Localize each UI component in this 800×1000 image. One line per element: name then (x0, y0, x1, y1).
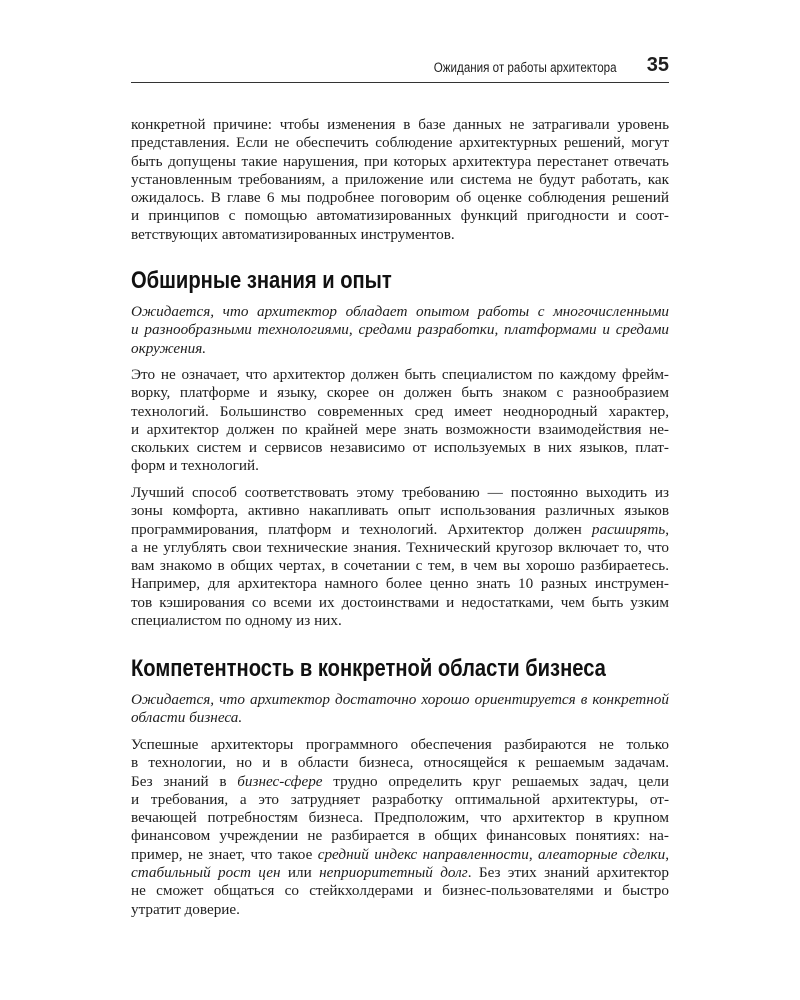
running-title: Ожидания от работы архитектора (434, 60, 617, 75)
emphasis: средний индекс направленности (317, 845, 529, 863)
text-line (131, 539, 669, 557)
text-run: финансовом учреждении не разбирается в общих финансовых понятиях: на- (131, 827, 669, 845)
paragraph (131, 116, 669, 244)
text-run: Ожидается, что архитектор обладает опытом работы с многочисленными (131, 303, 669, 320)
text-run: окружения. (131, 339, 207, 357)
text-run: и принципов с помощью автоматизированных функций пригодности и соот- (131, 207, 669, 225)
text-line (131, 153, 669, 171)
text-line (131, 340, 669, 358)
text-run: . Без этих знаний архитектор (467, 864, 669, 882)
text-run: , (665, 845, 669, 863)
text-line (131, 612, 669, 630)
text-run: , (665, 520, 669, 538)
text-line (131, 557, 669, 575)
text-line (131, 134, 669, 152)
emphasis: алеаторные сделки (538, 845, 666, 863)
text-run: и разнообразными технологиями, средами разработки, платформами и средами (131, 321, 669, 339)
text-run: или (280, 864, 320, 882)
section-heading (131, 654, 669, 684)
text-line (131, 484, 669, 502)
text-run: Лучший способ соответствовать этому требованию — постоянно выходить из (131, 484, 669, 501)
text-line (131, 502, 669, 520)
text-line (131, 421, 669, 439)
paragraph (131, 736, 669, 919)
emphasis: стабильный рост цен (131, 864, 281, 882)
text-line (131, 303, 669, 321)
section-heading (131, 266, 669, 296)
text-run: в технологии, но и в области бизнеса, относящейся к решаемым задачам. (131, 754, 669, 772)
text-run: ожидалось. В главе 6 мы подробнее поговорим об оценке соблюдения решений (131, 189, 669, 207)
paragraph (131, 484, 669, 630)
text-run: не сможет общаться со стейкхолдерами и бизнес-пользователями и быстро (131, 882, 669, 900)
text-run: ворку, платформе и языку, скорее он должен быть знаком с разнообразием (131, 384, 669, 402)
text-run: и требования, а это затрудняет разработку оптимальной архитектуры, от- (131, 790, 669, 808)
text-run: Успешные архитекторы программного обеспечения разбираются не только (131, 736, 669, 753)
text-run: представления. Если не обеспечить соблюдение архитектурных решений, могут (131, 134, 669, 152)
text-run: установленным требованиям, а приложение или система не будут работать, как (131, 170, 669, 188)
text-run: Ожидается, что архитектор достаточно хорошо ориентируется в конкретной (131, 691, 669, 708)
text-line (131, 226, 669, 244)
text-run: а не углублять свои технические знания. Технический кругозор включает то, что (131, 538, 669, 556)
text-line (131, 321, 669, 339)
text-line (131, 171, 669, 189)
text-line (131, 882, 669, 900)
emphasis: расширять (591, 520, 666, 538)
text-run: и архитектор должен по крайней мере знать возможности взаимодействия не- (131, 420, 669, 438)
text-run: Это не означает, что архитектор должен быть специалистом по каждому фрейм- (131, 366, 669, 383)
text-line (131, 809, 669, 827)
text-run: трудно определить круг решаемых задач, цели (322, 772, 669, 790)
text-run: форм и технологий. (131, 457, 259, 475)
text-run: тов кэширования со всеми их достоинствами и недостатками, чем быть узким (131, 593, 669, 611)
text-line (131, 754, 669, 772)
text-line (131, 457, 669, 475)
paragraph (131, 366, 669, 476)
section-heading-text: Компетентность в конкретной области бизнеса (131, 655, 606, 682)
text-line (131, 403, 669, 421)
text-line (131, 791, 669, 809)
text-run: пример, не знает, что такое (131, 845, 318, 863)
text-run: , (528, 845, 539, 863)
page-number: 35 (646, 54, 669, 76)
text-line (131, 691, 669, 709)
text-run: зоны комфорта, активно накапливать опыт использования различных языков (131, 502, 669, 520)
text-run: вам знакомо в общих чертах, в сочетании с тем, в чем вы хорошо разбираетесь. (131, 557, 669, 575)
running-header (131, 54, 669, 83)
text-line (131, 827, 669, 845)
emphasis: бизнес-сфере (237, 772, 323, 790)
text-run: области бизнеса. (131, 709, 243, 727)
emphasis: неприоритетный долг (319, 864, 468, 882)
text-line (131, 736, 669, 754)
text-line (131, 207, 669, 225)
text-run: Без знаний в (131, 772, 238, 790)
text-line (131, 521, 669, 539)
lead-expectation (131, 303, 669, 358)
text-line (131, 594, 669, 612)
text-line (131, 575, 669, 593)
text-line (131, 846, 669, 864)
text-line (131, 116, 669, 134)
text-run: специалистом по одному из них. (131, 612, 342, 630)
text-run: ветствующих автоматизированных инструментов. (131, 225, 455, 243)
text-run: программирования, платформ и технологий. Архитектор должен (131, 520, 592, 538)
lead-expectation (131, 691, 669, 728)
text-line (131, 439, 669, 457)
text-line (131, 709, 669, 727)
text-run: скольких систем и сервисов независимо от используемых в них языков, плат- (131, 439, 669, 457)
text-line (131, 189, 669, 207)
text-line (131, 901, 669, 919)
section-heading-text: Обширные знания и опыт (131, 267, 392, 294)
text-run: быть допущены такие нарушения, при которых архитектура перестанет отвечать (131, 152, 669, 170)
text-run: Например, для архитектора намного более ценно знать 10 разных инструмен- (131, 575, 669, 593)
text-line (131, 366, 669, 384)
text-line (131, 864, 669, 882)
text-run: вечающей потребностям бизнеса. Предположим, что архитектор в крупном (131, 809, 669, 827)
text-line (131, 773, 669, 791)
text-line (131, 384, 669, 402)
text-run: технологий. Большинство современных сред имеет неоднородный характер, (131, 402, 669, 420)
text-run: утратит доверие. (131, 900, 240, 918)
text-run: конкретной причине: чтобы изменения в базе данных не затрагивали уровень (131, 116, 669, 133)
